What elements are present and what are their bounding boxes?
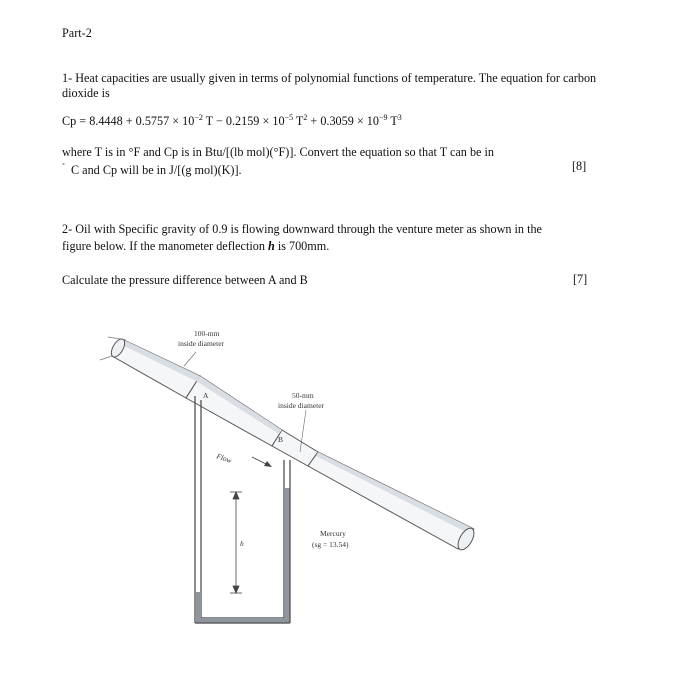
label-h: h	[240, 539, 244, 548]
eq-part-a: Cp = 8.4448 + 0.5757 × 10	[62, 114, 195, 128]
q1-line-1: 1- Heat capacities are usually given in terms of polynomial functions of temperature. The equation for carbon	[62, 71, 597, 85]
leader-100mm	[184, 352, 196, 366]
pipe-extension-lower	[100, 356, 112, 360]
q1-marks: [8]	[572, 159, 587, 173]
pipe-extension-upper	[108, 337, 126, 340]
pipe-shading	[120, 340, 474, 534]
label-mercury-sg: (sg = 13.54)	[312, 540, 349, 549]
eq-exp-c: 2	[303, 113, 308, 122]
eq-exp-e: 3	[397, 113, 402, 122]
part-title: Part-2	[62, 26, 92, 40]
label-point-a: A	[203, 391, 209, 400]
label-100mm: 100-mm	[194, 329, 220, 338]
label-50mm: 50-mm	[292, 391, 314, 400]
q1-line-2: dioxide is	[62, 86, 110, 100]
eq-part-c: T	[293, 114, 304, 128]
q2-line-3: Calculate the pressure difference between A and B	[62, 273, 308, 287]
label-point-b: B	[278, 435, 284, 444]
flow-arrowhead	[264, 461, 272, 467]
degree-bullet: ˚	[62, 162, 65, 172]
eq-part-d: + 0.3059 × 10	[307, 114, 379, 128]
label-100mm-inside: inside diameter	[178, 339, 225, 348]
q1-line-3: where T is in °F and Cp is in Btu/[(lb mol)(°F)]. Convert the equation so that T can be in	[62, 145, 494, 159]
eq-part-e: T	[387, 114, 398, 128]
q2-line-1: 2- Oil with Specific gravity of 0.9 is flowing downward through the venture meter as shown in the	[62, 222, 542, 236]
label-mercury: Mercury	[320, 529, 346, 538]
label-flow: Flow	[215, 451, 233, 466]
q2-line-2-b: is 700mm.	[274, 239, 330, 253]
mercury-column	[196, 488, 290, 623]
q1-line-4-text: C and Cp will be in J/[(g mol)(K)].	[71, 163, 242, 177]
q2-line-2-a: figure below. If the manometer deflection	[62, 239, 268, 253]
pipe-body	[112, 340, 474, 549]
eq-exp-b: −5	[284, 113, 294, 122]
eq-part-b: T − 0.2159 × 10	[202, 114, 285, 128]
eq-exp-d: −9	[379, 113, 388, 122]
q2-h-symbol: h	[267, 239, 275, 253]
label-50mm-inside: inside diameter	[278, 401, 325, 410]
eq-exp-a: −2	[194, 113, 203, 122]
q2-marks: [7]	[573, 272, 588, 286]
